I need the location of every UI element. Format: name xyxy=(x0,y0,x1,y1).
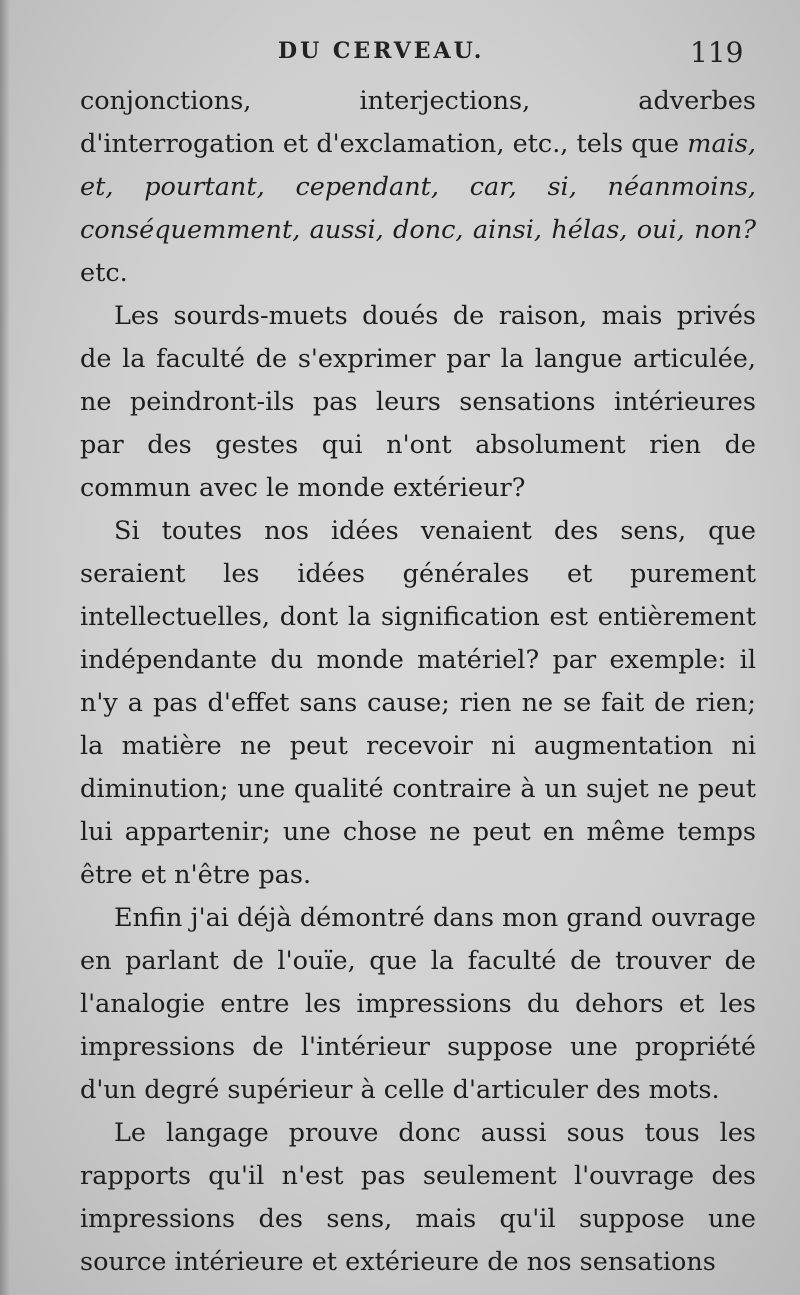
page-number: 119 xyxy=(690,36,744,69)
body-text xyxy=(80,80,756,1284)
running-head xyxy=(0,36,800,76)
paragraph-1-examples: mais, et, pourtant, cependant, car, si, néanmoins, conséquemment, aussi, donc, ainsi, hélas, oui, non? xyxy=(80,129,756,245)
paragraph-1-start: conjonctions, interjections, adverbes d'interrogation et d'exclamation, etc., tels que xyxy=(80,86,756,159)
running-title: DU CERVEAU. xyxy=(278,38,485,64)
paragraph-1-end: etc. xyxy=(80,258,128,288)
paragraph-3: Si toutes nos idées venaient des sens, que seraient les idées générales et purement intellectuelles, dont la signification est entièrement indépendante du monde matériel? par exemple: il n'y a pas d'effet sans cause; rien ne se fait de rien; la matière ne peut recevoir ni augmentation ni diminution; une qualité contraire à un sujet ne peut lui appartenir; une chose ne peut en même temps être et n'être pas. xyxy=(80,516,756,890)
paragraph-1 xyxy=(80,80,756,295)
paragraph-5: Le langage prouve donc aussi sous tous les rapports qu'il n'est pas seulement l'ouvrage des impressions des sens, mais qu'il suppose une source intérieure et extérieure de nos sensations xyxy=(80,1118,756,1277)
paragraph-2: Les sourds-muets doués de raison, mais privés de la faculté de s'exprimer par la langue articulée, ne peindront-ils pas leurs sensations intérieures par des gestes qui n'ont absolument rien de commun avec le monde extérieur? xyxy=(80,301,756,503)
page-edge-shadow xyxy=(0,0,10,1295)
paragraph-4: Enfin j'ai déjà démontré dans mon grand ouvrage en parlant de l'ouïe, que la faculté de trouver de l'analogie entre les impressions du dehors et les impressions de l'intérieur suppose une propriété d'un degré supérieur à celle d'articuler des mots. xyxy=(80,903,756,1105)
